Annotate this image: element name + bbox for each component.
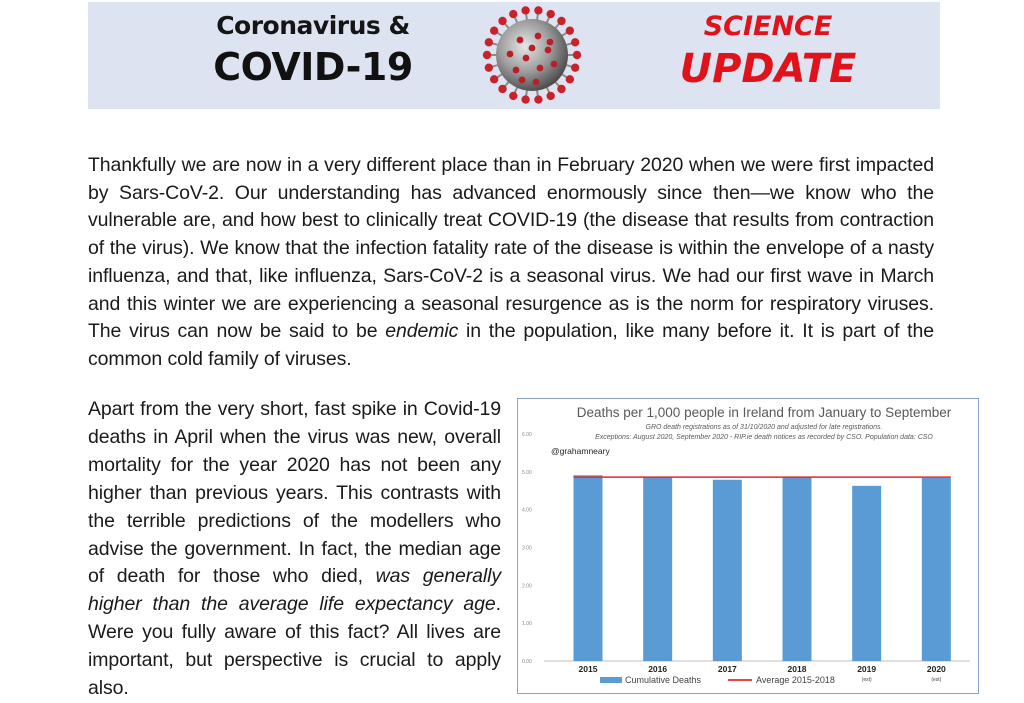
chart-subtitle-1: GRO death registrations as of 31/10/2020 and adjusted for late registrations. — [645, 424, 883, 431]
x-tick-note: (est) — [861, 677, 872, 683]
mortality-text: Apart from the very short, fast spike in Covid-19 deaths in April when the virus was new, overall mortality for the year 2020 has not been any higher than previous years. This contrasts with the terrible predictions of the modellers who advise the government. In fact, the median age of death for those who died, — [88, 398, 501, 588]
intro-emphasis: endemic — [385, 320, 459, 343]
y-tick-label: 0.00 — [522, 659, 532, 665]
banner-science-update — [648, 10, 888, 94]
y-tick-label: 4.00 — [522, 507, 532, 514]
x-tick-label: 2016 — [648, 664, 668, 674]
intro-paragraph — [88, 152, 934, 374]
legend-label-cumulative: Cumulative Deaths — [625, 675, 702, 685]
x-tick-label: 2018 — [787, 664, 807, 674]
x-tick-label: 2019 — [857, 664, 877, 674]
mortality-emphasis: was generally higher than the average life expectancy age — [88, 565, 501, 616]
chart-handle: @grahamneary — [551, 446, 610, 456]
header-banner — [88, 2, 940, 109]
bar-2020 — [922, 478, 951, 661]
bar-2019 — [852, 486, 881, 661]
banner-title-line2: COVID-19 — [213, 45, 413, 89]
y-tick-label: 6.00 — [522, 432, 532, 438]
mortality-text-end: . Were you fully aware of this fact? All lives are important, but perspective is crucial to apply also. — [88, 593, 501, 700]
banner-science-label: SCIENCE — [703, 11, 833, 42]
x-tick-label: 2015 — [578, 664, 598, 674]
intro-text-end: in the population, like many before it. It is part of the common cold family of viruses. — [88, 320, 934, 370]
y-tick-label: 3.00 — [522, 545, 532, 552]
bar-2017 — [713, 480, 742, 661]
legend-label-average: Average 2015-2018 — [756, 675, 835, 685]
mortality-paragraph — [88, 396, 501, 703]
banner-title-line1: Coronavirus & — [216, 11, 410, 40]
chart-title: Deaths per 1,000 people in Ireland from January to September — [576, 405, 952, 420]
intro-text: Thankfully we are now in a very different place than in February 2020 when we were first impacted by Sars-CoV-2. Our understanding has advanced enormously since then—we know who the vulnerable are, and how best to clinically treat COVID-19 (the disease that results from contraction of the virus). We know that the infection fatality rate of the disease is within the envelope of a nasty influenza, and that, like influenza, Sars-CoV-2 is a seasonal virus. We had our first wave in March and this winter we are experiencing a seasonal resurgence as is the norm for respiratory viruses. The virus can now be said to be — [88, 154, 934, 343]
y-tick-label: 5.00 — [522, 469, 532, 476]
y-tick-label: 1.00 — [522, 621, 532, 628]
bar-2016 — [643, 477, 672, 661]
coronavirus-icon — [476, 2, 588, 109]
bar-2015 — [574, 475, 603, 661]
banner-title-block — [198, 10, 428, 92]
x-tick-label: 2017 — [717, 664, 737, 674]
chart-subtitle-2: Exceptions: August 2020, September 2020 - RIP.ie death notices as recorded by CSO. Population data: CSO — [595, 434, 933, 441]
bar-2018 — [783, 477, 812, 661]
x-tick-note: (est) — [931, 677, 942, 683]
deaths-chart-svg — [518, 399, 978, 693]
y-tick-label: 2.00 — [522, 583, 532, 590]
deaths-chart — [517, 398, 979, 694]
legend-swatch-cumulative — [600, 677, 622, 683]
banner-update-label: UPDATE — [679, 46, 857, 92]
x-tick-label: 2020 — [926, 664, 946, 674]
